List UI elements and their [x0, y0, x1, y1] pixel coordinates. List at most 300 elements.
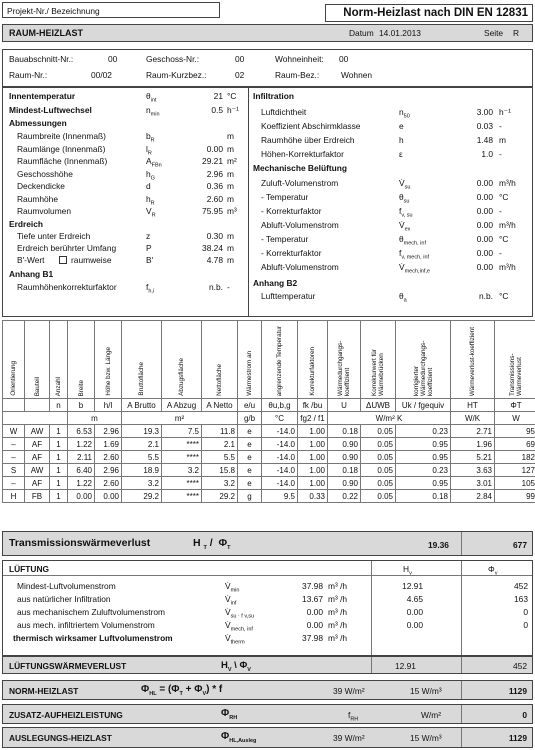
erdreich-2-label: B'-Wert — [17, 254, 45, 265]
lueftung-row-0-phi: 452 — [514, 581, 528, 591]
col-header: Abzugsfläche — [162, 321, 202, 399]
table-cell: H — [3, 490, 25, 503]
lufttemp-value: n.b. — [479, 291, 493, 301]
table-cell: **** — [162, 438, 202, 451]
table-cell: AW — [25, 464, 50, 477]
norm-formula: $\Phi_{HL} = (\Phi_T + \Phi_V) * f$ — [141, 684, 223, 697]
table-cell: 0.22 — [328, 490, 361, 503]
symbol-cell — [3, 399, 25, 412]
lueftung-row-3-symbol: $V̇_{mech, inf}$ — [225, 620, 253, 633]
section-header — [2, 24, 533, 42]
abmessung-6-unit: m³ — [227, 206, 237, 216]
abmessung-6-label: Raumvolumen — [17, 206, 71, 216]
infiltration-0-symbol: $n_{50}$ — [399, 107, 410, 120]
infiltration-3-symbol: ε — [399, 149, 403, 159]
mech-1-value: 0.00 — [476, 192, 493, 202]
mech-2-value: 0.00 — [476, 206, 493, 216]
korrekturfaktor-unit: - — [227, 281, 230, 292]
unit-cell: g/b — [238, 412, 262, 425]
table-cell: 1 — [50, 451, 68, 464]
table-cell: 95 — [495, 425, 535, 438]
mech-0-value: 0.00 — [476, 178, 493, 188]
lueftung-row-3-value: 0.00 — [306, 620, 323, 630]
table-cell: 1 — [50, 490, 68, 503]
table-cell: 3.63 — [451, 464, 495, 477]
erdreich-0-symbol: z — [146, 230, 151, 241]
lueftung-row-3-phi: 0 — [523, 620, 528, 630]
infiltration-heading: Infiltration — [253, 91, 294, 101]
table-cell: 0.90 — [328, 438, 361, 451]
abmessung-1-label: Raumlänge (Innenmaß) — [17, 143, 106, 154]
col-header: Bauteil — [25, 321, 50, 399]
infiltration-2-symbol: h — [399, 135, 404, 145]
innentemp-unit: °C — [227, 91, 237, 101]
table-row — [3, 451, 535, 464]
date-label: Datum — [349, 28, 374, 38]
table-cell: 99 — [495, 490, 535, 503]
table-cell: 2.11 — [68, 451, 95, 464]
table-cell: e — [238, 451, 262, 464]
mech-5-symbol: $f_{v, mech, inf}$ — [399, 248, 430, 261]
table-cell: 29.2 — [122, 490, 162, 503]
table-cell: – — [3, 438, 25, 451]
lueftung-title: LÜFTUNG — [9, 564, 50, 574]
table-cell: 69 — [495, 438, 535, 451]
erdreich-0-label: Tiefe unter Erdreich — [17, 230, 91, 241]
table-cell: 18.9 — [122, 464, 162, 477]
mech-heading: Mechanische Belüftung — [253, 163, 347, 173]
abmessung-3-unit: m — [227, 168, 234, 179]
symbol-cell: U — [328, 399, 361, 412]
table-cell: -14.0 — [262, 425, 298, 438]
lueftung-total — [2, 656, 533, 674]
infiltration-1-value: 0.03 — [476, 121, 493, 131]
table-cell: **** — [162, 490, 202, 503]
table-cell: 0.00 — [95, 490, 122, 503]
table-cell: -14.0 — [262, 438, 298, 451]
lueftung-total-hv: 12.91 — [395, 661, 416, 671]
norm-label: NORM-HEIZLAST — [9, 686, 79, 696]
table-cell: 2.84 — [451, 490, 495, 503]
norm-wm2: 39 W/m² — [333, 686, 365, 696]
zusatz-f: $f_{RH}$ — [348, 710, 359, 723]
unit-cell: W/K — [451, 412, 495, 425]
col-header: Wärmedurchgangs-koeffizient — [328, 321, 361, 399]
infiltration-2-unit: m — [499, 135, 506, 145]
lueftung-row-0-label: Mindest-Luftvolumenstrom — [17, 581, 116, 591]
mech-5-value: 0.00 — [476, 248, 493, 258]
table-cell: 2.60 — [95, 451, 122, 464]
abmessung-0-label: Raumbreite (Innenmaß) — [17, 131, 106, 141]
table-cell: 182 — [495, 451, 535, 464]
mech-4-value: 0.00 — [476, 234, 493, 244]
auslegung-row — [2, 727, 533, 748]
table-cell: e — [238, 464, 262, 477]
mech-5-label: - Korrekturfaktor — [261, 248, 322, 258]
zusatz-value: 0 — [522, 710, 527, 720]
lueftung-hv-header: $H_v$ — [403, 564, 412, 577]
table-row — [3, 477, 535, 490]
auslegung-wm3: 15 W/m³ — [410, 733, 442, 743]
symbol-cell: n — [50, 399, 68, 412]
col-header: Breite — [68, 321, 95, 399]
table-cell: 1 — [50, 464, 68, 477]
lueftung-row-4-value: 37.98 — [302, 633, 323, 643]
erdreich-0-value: 0.30 — [206, 230, 223, 241]
zusatz-row — [2, 704, 533, 724]
table-cell: 0.05 — [361, 490, 396, 503]
col-header: Anzahl — [50, 321, 68, 399]
abmessung-2-symbol: $A_{FBn}$ — [146, 156, 162, 169]
table-cell: 0.23 — [396, 425, 451, 438]
mech-4-label: - Temperatur — [261, 234, 309, 244]
table-cell: 0.05 — [361, 451, 396, 464]
symbol-cell: h/l — [95, 399, 122, 412]
mech-3-symbol: $V̇_{ex}$ — [399, 220, 411, 233]
infiltration-1-label: Koeffizient Abschirmklasse — [261, 121, 361, 131]
abmessung-4-label: Deckendicke — [17, 181, 65, 191]
lueftung-row-1-unit: m³ /h — [328, 594, 348, 604]
table-cell: 0.95 — [396, 451, 451, 464]
norm-heizlast-row — [2, 680, 533, 700]
infiltration-0-label: Luftdichtheit — [261, 107, 307, 117]
table-cell: 105 — [495, 477, 535, 490]
lueftung-row-0-value: 37.98 — [302, 581, 323, 591]
table-cell: 1.00 — [298, 438, 328, 451]
table-cell: AF — [25, 451, 50, 464]
unit-cell — [3, 412, 68, 425]
symbol-cell — [25, 399, 50, 412]
lueftung-total-symbol: $H_V$ \ $\Phi_V$ — [221, 660, 251, 673]
mech-1-symbol: $\theta_{su}$ — [399, 192, 410, 205]
mech-1-label: - Temperatur — [261, 192, 309, 202]
erdreich-2-unit: m — [227, 254, 234, 265]
table-cell: 2.60 — [95, 477, 122, 490]
table-cell: 7.5 — [162, 425, 202, 438]
zusatz-label: ZUSATZ-AUFHEIZLEISTUNG — [9, 710, 123, 720]
wohneinheit-label: Wohneinheit: — [275, 54, 324, 64]
col-header: korrigierter Wärmedurchgangs-koeffizient — [396, 321, 451, 399]
col-header: Nettofläche — [202, 321, 238, 399]
abmessung-3-label: Geschosshöhe — [17, 168, 73, 179]
norm-wm3: 15 W/m³ — [410, 686, 442, 696]
table-cell: 1 — [50, 477, 68, 490]
infiltration-0-unit: h⁻¹ — [499, 107, 511, 117]
table-cell: 1.00 — [298, 464, 328, 477]
abmessung-0-symbol: $b_R$ — [146, 131, 155, 144]
mech-0-symbol: $V̇_{su}$ — [399, 178, 411, 191]
korrekturfaktor-value: n.b. — [209, 281, 223, 292]
infiltration-3-value: 1.0 — [481, 149, 493, 159]
col-header: Bruttofläche — [122, 321, 162, 399]
kurzbez-value: 02 — [235, 70, 245, 80]
table-cell: -14.0 — [262, 477, 298, 490]
table-cell: 127 — [495, 464, 535, 477]
mech-6-symbol: $V̇_{mech,inf,e}$ — [399, 262, 430, 275]
erdreich-1-label: Erdreich berührter Umfang — [17, 242, 117, 253]
table-cell: 0.90 — [328, 451, 361, 464]
erdreich-2-value: 4.78 — [206, 254, 223, 265]
table-cell: S — [3, 464, 25, 477]
table-cell: 2.71 — [451, 425, 495, 438]
infiltration-1-symbol: e — [399, 121, 404, 131]
lueftung-row-3-unit: m³ /h — [328, 620, 348, 630]
table-cell: 5.5 — [202, 451, 238, 464]
col-header: Korrekturwert für Wärmebrücken — [361, 321, 396, 399]
table-cell: 29.2 — [202, 490, 238, 503]
raumweise-label: raumweise — [71, 254, 112, 265]
col-header: Höhe bzw. Länge — [95, 321, 122, 399]
mech-2-label: - Korrekturfaktor — [261, 206, 322, 216]
transmission-ht: 19.36 — [428, 540, 449, 550]
lueftung-row-4-symbol: $V̇_{therm}$ — [225, 633, 245, 646]
bauabschnitt-value: 00 — [108, 54, 118, 64]
abmessung-4-symbol: d — [146, 181, 151, 191]
abmessung-6-symbol: $V_R$ — [146, 206, 156, 219]
infiltration-2-value: 1.48 — [476, 135, 493, 145]
col-header: angrenzende Temperatur — [262, 321, 298, 399]
table-cell: W — [3, 425, 25, 438]
abmessung-1-value: 0.00 — [206, 143, 223, 154]
unit-cell: W/m² K — [328, 412, 451, 425]
table-cell: **** — [162, 451, 202, 464]
mech-3-value: 0.00 — [476, 220, 493, 230]
kurzbez-label: Raum-Kurzbez.: — [146, 70, 207, 80]
transmission-phi: 677 — [513, 540, 527, 550]
col-header: Orientierung — [3, 321, 25, 399]
col-header: Wärmestrom an — [238, 321, 262, 399]
symbol-cell: A Brutto — [122, 399, 162, 412]
luftwechsel-value: 0.5 — [211, 105, 223, 115]
erdreich-1-value: 38.24 — [202, 242, 223, 253]
erdreich-1-unit: m — [227, 242, 234, 253]
table-cell: 0.33 — [298, 490, 328, 503]
abmessung-5-label: Raumhöhe — [17, 193, 58, 204]
abmessung-0-unit: m — [227, 131, 234, 141]
lueftung-row-0-symbol: $V̇_{min}$ — [225, 581, 240, 594]
abmessung-5-unit: m — [227, 193, 234, 204]
table-cell: – — [3, 477, 25, 490]
table-cell: 3.2 — [122, 477, 162, 490]
table-cell: 1 — [50, 438, 68, 451]
project-label: Projekt-Nr./ Bezeichnung — [7, 6, 100, 16]
lufttemp-label: Lufttemperatur — [261, 291, 316, 301]
norm-value: 1129 — [508, 686, 527, 696]
unit-row — [3, 412, 535, 425]
geschoss-label: Geschoss-Nr.: — [146, 54, 200, 64]
raumweise-checkbox — [59, 256, 67, 264]
table-cell: g — [238, 490, 262, 503]
table-cell: 9.5 — [262, 490, 298, 503]
table-cell: e — [238, 438, 262, 451]
table-cell: 0.00 — [68, 490, 95, 503]
table-row — [3, 438, 535, 451]
table-cell: 0.95 — [396, 477, 451, 490]
lueftung-row-1-label: aus natürlicher Infiltration — [17, 594, 111, 604]
room-info — [2, 49, 533, 87]
lueftung-row-2-hv: 0.00 — [406, 607, 423, 617]
lueftung-row-4-unit: m³ /h — [328, 633, 348, 643]
date-value: 14.01.2013 — [379, 28, 421, 38]
table-row — [3, 425, 535, 438]
auslegung-label: AUSLEGUNGS-HEIZLAST — [9, 733, 112, 743]
unit-cell: m² — [122, 412, 238, 425]
table-cell: **** — [162, 477, 202, 490]
abmessung-2-value: 29.21 — [202, 156, 223, 166]
infiltration-3-unit: - — [499, 149, 502, 159]
table-cell: 0.23 — [396, 464, 451, 477]
infiltration-2-label: Raumhöhe über Erdreich — [261, 135, 355, 145]
abmessungen-heading: Abmessungen — [9, 118, 67, 128]
mech-4-symbol: $\theta_{mech, inf}$ — [399, 234, 426, 247]
table-cell: 2.96 — [95, 464, 122, 477]
table-cell: 1.69 — [95, 438, 122, 451]
table-row — [3, 490, 535, 503]
abmessung-4-value: 0.36 — [206, 181, 223, 191]
table-cell: 0.90 — [328, 477, 361, 490]
lueftung-row-0-unit: m³ /h — [328, 581, 348, 591]
mech-4-unit: °C — [499, 234, 509, 244]
abmessung-1-unit: m — [227, 143, 234, 154]
symbol-cell: A Abzug — [162, 399, 202, 412]
table-cell: 3.2 — [202, 477, 238, 490]
symbol-cell: ΦT — [495, 399, 535, 412]
mech-3-label: Abluft-Volumenstrom — [261, 220, 339, 230]
lueftung-row-1-symbol: $V̇_{inf}$ — [225, 594, 237, 607]
abmessung-3-symbol: $h_G$ — [146, 168, 155, 182]
table-cell: e — [238, 425, 262, 438]
lueftung-block — [2, 560, 533, 656]
table-cell: – — [3, 451, 25, 464]
symbol-cell: A Netto — [202, 399, 238, 412]
symbol-cell: ΔUWB — [361, 399, 396, 412]
table-cell: 0.18 — [328, 464, 361, 477]
table-cell: 2.96 — [95, 425, 122, 438]
mech-6-value: 0.00 — [476, 262, 493, 272]
table-cell: 5.5 — [122, 451, 162, 464]
table-cell: AW — [25, 425, 50, 438]
lueftung-total-label: LÜFTUNGSWÄRMEVERLUST — [9, 661, 127, 671]
abmessung-2-unit: m² — [227, 156, 237, 166]
col-header: Korrekturfaktoren — [298, 321, 328, 399]
symbol-cell: e/u — [238, 399, 262, 412]
table-cell: -14.0 — [262, 451, 298, 464]
page-label: Seite — [484, 28, 504, 38]
table-cell: 3.2 — [162, 464, 202, 477]
raum-nr-value: 00/02 — [91, 70, 112, 80]
symbol-cell: Uk / fgequiv — [396, 399, 451, 412]
unit-cell: W — [495, 412, 535, 425]
table-cell: 6.53 — [68, 425, 95, 438]
raum-nr-label: Raum-Nr.: — [9, 70, 48, 80]
luftwechsel-symbol: $n_{min}$ — [146, 105, 160, 118]
transmission-summary — [2, 531, 533, 556]
table-cell: 0.18 — [328, 425, 361, 438]
abmessung-5-symbol: $h_R$ — [146, 193, 155, 207]
luftwechsel-label: Mindest-Luftwechsel — [9, 105, 92, 115]
lufttemp-symbol: $\theta_a$ — [399, 291, 407, 304]
bauabschnitt-label: Bauabschnitt-Nr.: — [9, 54, 74, 64]
symbol-row — [3, 399, 535, 412]
transmission-label: Transmissionswärmeverlust — [9, 537, 151, 549]
params-divider — [248, 88, 249, 316]
table-cell: 1.96 — [451, 438, 495, 451]
lueftung-row-1-hv: 4.65 — [406, 594, 423, 604]
lueftung-row-2-value: 0.00 — [306, 607, 323, 617]
lueftung-row-2-unit: m³ /h — [328, 607, 348, 617]
table-cell: 6.40 — [68, 464, 95, 477]
col-header: Wärmeverlust-koeffizient — [451, 321, 495, 399]
transmission-symbol: H $_T / \Phi_T$ — [193, 537, 231, 552]
page-value: R — [513, 28, 520, 38]
table-cell: AF — [25, 477, 50, 490]
lueftung-row-3-hv: 0.00 — [406, 620, 423, 630]
geschoss-value: 00 — [235, 54, 245, 64]
zusatz-symbol: $\Phi_{RH}$ — [221, 708, 238, 721]
infiltration-1-unit: - — [499, 121, 502, 131]
lufttemp-unit: °C — [499, 291, 509, 301]
innentemp-label: Innentemperatur — [9, 91, 76, 101]
abmessung-3-value: 2.96 — [206, 168, 223, 179]
korrekturfaktor-label: Raumhöhenkorrekturfaktor — [17, 281, 117, 292]
lueftung-row-3-label: aus mech. infiltriertem Volumenstrom — [17, 620, 155, 630]
lueftung-row-2-symbol: $V̇_{su \cdot f v,su}$ — [225, 607, 255, 620]
table-cell: 0.05 — [361, 477, 396, 490]
innentemp-value: 21 — [213, 91, 223, 101]
table-cell: e — [238, 477, 262, 490]
table-cell: 5.21 — [451, 451, 495, 464]
lueftung-row-0-hv: 12.91 — [402, 581, 423, 591]
anhang-b1-heading: Anhang B1 — [9, 268, 54, 279]
table-cell: 1 — [50, 425, 68, 438]
table-cell: -14.0 — [262, 464, 298, 477]
table-cell: 1.00 — [298, 477, 328, 490]
section-title: RAUM-HEIZLAST — [9, 28, 83, 38]
auslegung-value: 1129 — [508, 733, 527, 743]
lueftung-row-1-phi: 163 — [514, 594, 528, 604]
symbol-cell: b — [68, 399, 95, 412]
table-cell: AF — [25, 438, 50, 451]
innentemp-symbol: $\theta_{int}$ — [146, 91, 157, 104]
symbol-cell: fk /bu — [298, 399, 328, 412]
mech-5-unit: - — [499, 248, 502, 258]
mech-2-unit: - — [499, 206, 502, 216]
mech-6-unit: m³/h — [499, 262, 516, 272]
anhang-b2-heading: Anhang B2 — [253, 278, 298, 288]
erdreich-heading: Erdreich — [9, 218, 43, 229]
table-cell: FB — [25, 490, 50, 503]
bez-value: Wohnen — [341, 70, 373, 80]
wohneinheit-value: 00 — [339, 54, 349, 64]
unit-cell: fg2 / f1 — [298, 412, 328, 425]
auslegung-symbol: $\Phi_{HL,Ausleg}$ — [221, 731, 257, 744]
doc-title: Norm-Heizlast nach DIN EN 12831 — [325, 4, 533, 22]
table-cell: 0.05 — [361, 438, 396, 451]
symbol-cell: θu,b,g — [262, 399, 298, 412]
table-cell: 11.8 — [202, 425, 238, 438]
mech-1-unit: °C — [499, 192, 509, 202]
infiltration-3-label: Höhen-Korrekturfaktor — [261, 149, 344, 159]
auslegung-wm2: 39 W/m² — [333, 733, 365, 743]
table-cell: 0.18 — [396, 490, 451, 503]
abmessung-2-label: Raumfläche (Innenmaß) — [17, 156, 108, 166]
table-cell: 0.05 — [361, 425, 396, 438]
mech-3-unit: m³/h — [499, 220, 516, 230]
mech-6-label: Abluft-Volumenstrom — [261, 262, 339, 272]
unit-cell: m — [68, 412, 122, 425]
project-label-box — [2, 2, 220, 18]
abmessung-1-symbol: $l_R$ — [146, 143, 152, 157]
